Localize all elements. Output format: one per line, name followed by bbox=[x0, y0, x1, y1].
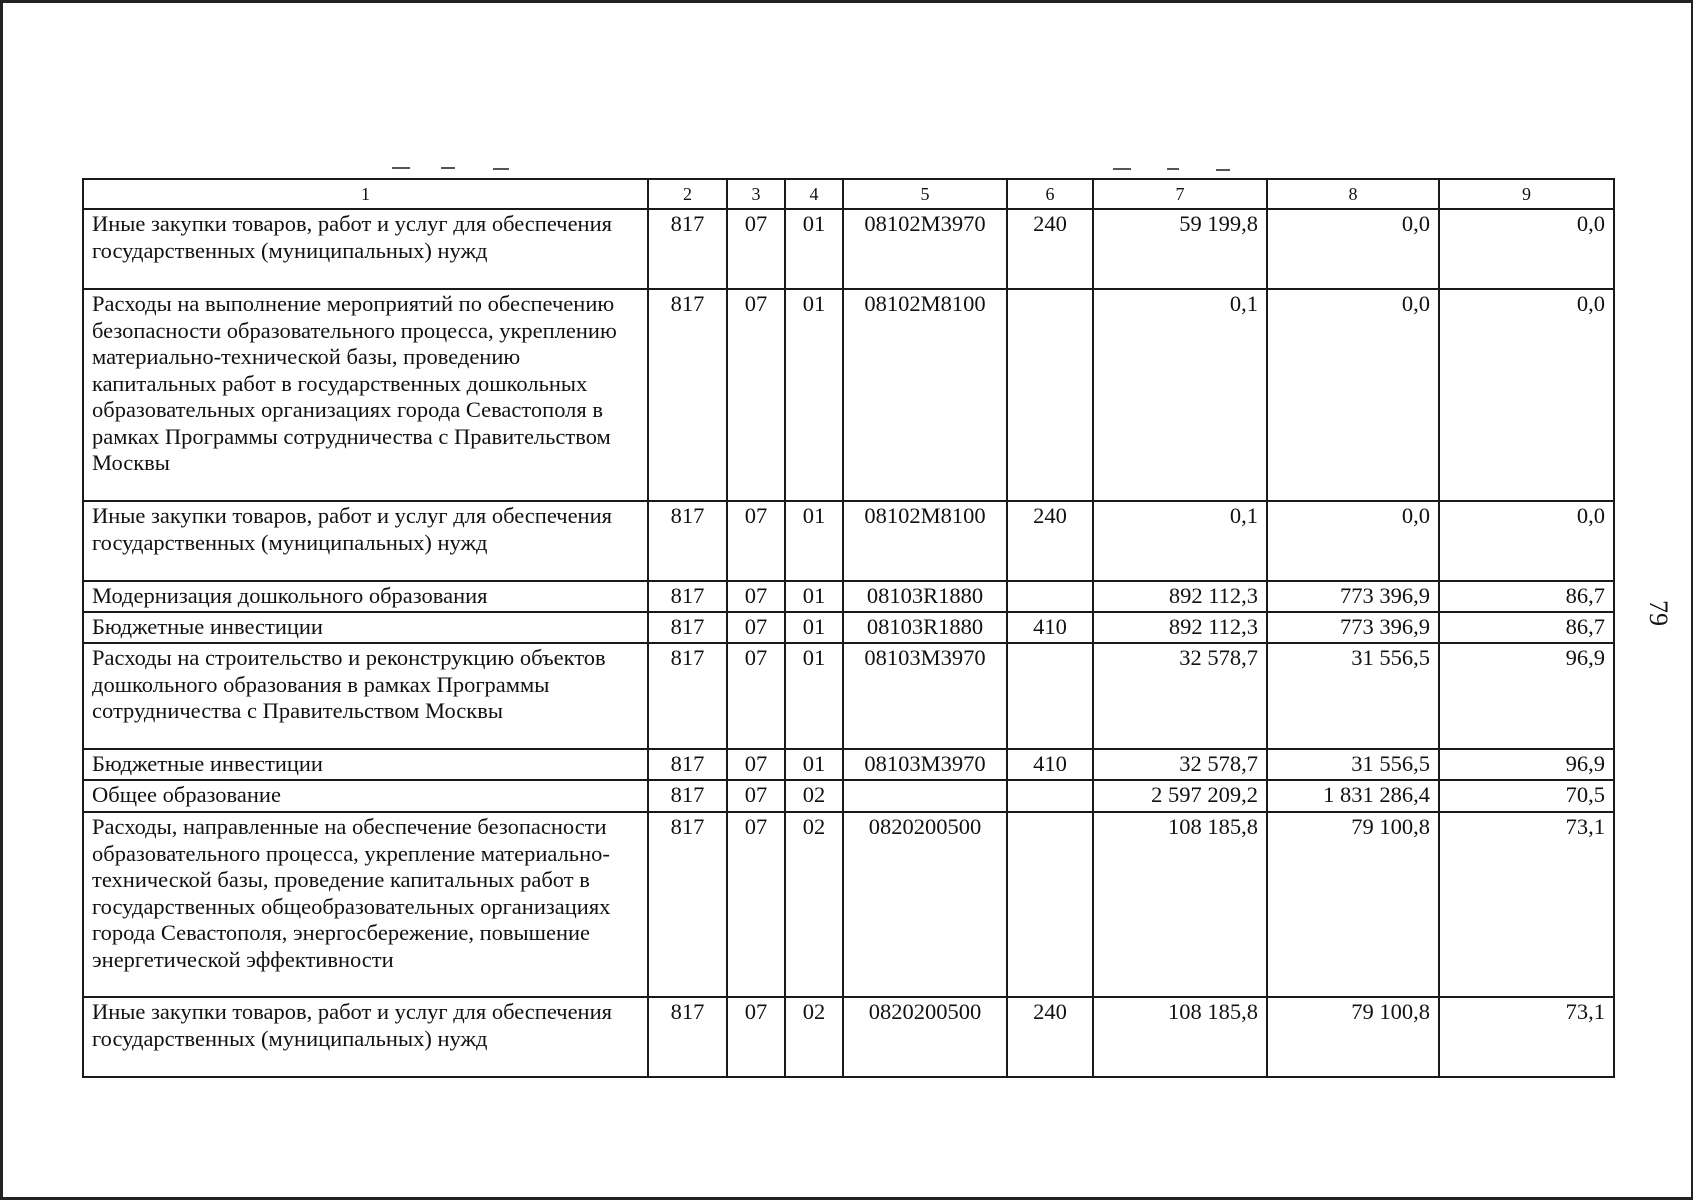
cell-subsection: 02 bbox=[785, 997, 843, 1077]
cell-percent: 73,1 bbox=[1439, 812, 1614, 997]
cell-admin-code: 817 bbox=[648, 812, 727, 997]
cell-percent: 96,9 bbox=[1439, 749, 1614, 780]
cell-percent: 96,9 bbox=[1439, 643, 1614, 749]
cell-expense-type bbox=[1007, 289, 1093, 501]
cell-section: 07 bbox=[727, 749, 785, 780]
cell-subsection: 02 bbox=[785, 780, 843, 812]
table-row bbox=[83, 749, 1614, 780]
scan-speck bbox=[1167, 168, 1179, 170]
row-name: Модернизация дошкольного образования bbox=[83, 581, 648, 612]
row-name: Общее образование bbox=[83, 780, 648, 812]
header-cell: 5 bbox=[843, 179, 1007, 209]
cell-expense-type bbox=[1007, 780, 1093, 812]
cell-plan: 892 112,3 bbox=[1093, 581, 1267, 612]
scan-speck bbox=[1216, 169, 1230, 171]
cell-section: 07 bbox=[727, 812, 785, 997]
cell-actual: 773 396,9 bbox=[1267, 612, 1439, 643]
cell-subsection: 01 bbox=[785, 612, 843, 643]
cell-subsection: 01 bbox=[785, 501, 843, 581]
cell-section: 07 bbox=[727, 612, 785, 643]
header-cell: 2 bbox=[648, 179, 727, 209]
cell-plan: 108 185,8 bbox=[1093, 997, 1267, 1077]
cell-plan: 0,1 bbox=[1093, 289, 1267, 501]
scan-speck bbox=[1113, 168, 1131, 170]
scan-speck bbox=[441, 167, 455, 169]
cell-plan: 0,1 bbox=[1093, 501, 1267, 581]
cell-section: 07 bbox=[727, 501, 785, 581]
cell-target-code: 08103М3970 bbox=[843, 643, 1007, 749]
header-cell: 4 bbox=[785, 179, 843, 209]
cell-percent: 0,0 bbox=[1439, 289, 1614, 501]
cell-section: 07 bbox=[727, 997, 785, 1077]
cell-section: 07 bbox=[727, 289, 785, 501]
cell-actual: 31 556,5 bbox=[1267, 749, 1439, 780]
cell-percent: 73,1 bbox=[1439, 997, 1614, 1077]
table-row bbox=[83, 997, 1614, 1077]
cell-percent: 0,0 bbox=[1439, 209, 1614, 289]
cell-section: 07 bbox=[727, 209, 785, 289]
cell-subsection: 01 bbox=[785, 749, 843, 780]
table-row bbox=[83, 780, 1614, 812]
cell-plan: 32 578,7 bbox=[1093, 643, 1267, 749]
table-row bbox=[83, 812, 1614, 997]
cell-expense-type: 240 bbox=[1007, 997, 1093, 1077]
cell-actual: 773 396,9 bbox=[1267, 581, 1439, 612]
page-number: 79 bbox=[1644, 600, 1673, 626]
table-row bbox=[83, 501, 1614, 581]
cell-target-code: 0820200500 bbox=[843, 997, 1007, 1077]
cell-target-code: 08103R1880 bbox=[843, 612, 1007, 643]
cell-target-code: 08103R1880 bbox=[843, 581, 1007, 612]
row-name: Иные закупки товаров, работ и услуг для обеспечения государственных (муниципальных) нужд bbox=[83, 501, 648, 581]
row-name: Расходы на выполнение мероприятий по обеспечению безопасности образовательного процесса, укреплению материально-технической базы, проведению капитальных работ в государственных дошкольных образовательных организациях города Севастополя в рамках Программы сотрудничества с Правительством Москвы bbox=[83, 289, 648, 501]
cell-plan: 2 597 209,2 bbox=[1093, 780, 1267, 812]
cell-admin-code: 817 bbox=[648, 643, 727, 749]
cell-subsection: 01 bbox=[785, 209, 843, 289]
cell-admin-code: 817 bbox=[648, 997, 727, 1077]
cell-expense-type bbox=[1007, 812, 1093, 997]
cell-expense-type: 410 bbox=[1007, 749, 1093, 780]
row-name: Иные закупки товаров, работ и услуг для обеспечения государственных (муниципальных) нужд bbox=[83, 209, 648, 289]
cell-section: 07 bbox=[727, 780, 785, 812]
cell-plan: 892 112,3 bbox=[1093, 612, 1267, 643]
cell-actual: 1 831 286,4 bbox=[1267, 780, 1439, 812]
scan-speck bbox=[493, 168, 509, 170]
cell-plan: 59 199,8 bbox=[1093, 209, 1267, 289]
table-row bbox=[83, 612, 1614, 643]
cell-target-code: 08103М3970 bbox=[843, 749, 1007, 780]
table-row bbox=[83, 643, 1614, 749]
cell-percent: 70,5 bbox=[1439, 780, 1614, 812]
cell-target-code: 08102М8100 bbox=[843, 289, 1007, 501]
cell-plan: 108 185,8 bbox=[1093, 812, 1267, 997]
cell-section: 07 bbox=[727, 643, 785, 749]
cell-admin-code: 817 bbox=[648, 209, 727, 289]
cell-expense-type bbox=[1007, 581, 1093, 612]
cell-admin-code: 817 bbox=[648, 289, 727, 501]
header-row bbox=[83, 179, 1614, 209]
cell-subsection: 01 bbox=[785, 289, 843, 501]
cell-percent: 86,7 bbox=[1439, 581, 1614, 612]
cell-plan: 32 578,7 bbox=[1093, 749, 1267, 780]
cell-subsection: 02 bbox=[785, 812, 843, 997]
cell-actual: 0,0 bbox=[1267, 501, 1439, 581]
cell-percent: 86,7 bbox=[1439, 612, 1614, 643]
cell-percent: 0,0 bbox=[1439, 501, 1614, 581]
cell-admin-code: 817 bbox=[648, 612, 727, 643]
cell-subsection: 01 bbox=[785, 581, 843, 612]
cell-admin-code: 817 bbox=[648, 501, 727, 581]
header-cell: 7 bbox=[1093, 179, 1267, 209]
row-name: Расходы, направленные на обеспечение безопасности образовательного процесса, укрепление материально-технической базы, проведение капитальных работ в государственных общеобразовательных организациях города Севастополя, энергосбережение, повышение энергетической эффективности bbox=[83, 812, 648, 997]
scan-speck bbox=[392, 167, 410, 169]
cell-target-code: 0820200500 bbox=[843, 812, 1007, 997]
header-cell: 9 bbox=[1439, 179, 1614, 209]
cell-actual: 31 556,5 bbox=[1267, 643, 1439, 749]
cell-expense-type: 410 bbox=[1007, 612, 1093, 643]
cell-admin-code: 817 bbox=[648, 581, 727, 612]
table-row bbox=[83, 209, 1614, 289]
cell-admin-code: 817 bbox=[648, 749, 727, 780]
cell-subsection: 01 bbox=[785, 643, 843, 749]
cell-target-code: 08102М3970 bbox=[843, 209, 1007, 289]
row-name: Бюджетные инвестиции bbox=[83, 612, 648, 643]
cell-actual: 79 100,8 bbox=[1267, 812, 1439, 997]
header-cell: 6 bbox=[1007, 179, 1093, 209]
cell-actual: 79 100,8 bbox=[1267, 997, 1439, 1077]
row-name: Иные закупки товаров, работ и услуг для обеспечения государственных (муниципальных) нужд bbox=[83, 997, 648, 1077]
header-cell: 8 bbox=[1267, 179, 1439, 209]
header-cell: 3 bbox=[727, 179, 785, 209]
cell-actual: 0,0 bbox=[1267, 289, 1439, 501]
table-row bbox=[83, 289, 1614, 501]
table-row bbox=[83, 581, 1614, 612]
cell-actual: 0,0 bbox=[1267, 209, 1439, 289]
cell-target-code bbox=[843, 780, 1007, 812]
row-name: Расходы на строительство и реконструкцию объектов дошкольного образования в рамках Программы сотрудничества с Правительством Москвы bbox=[83, 643, 648, 749]
budget-table bbox=[82, 178, 1615, 1078]
cell-expense-type bbox=[1007, 643, 1093, 749]
row-name: Бюджетные инвестиции bbox=[83, 749, 648, 780]
cell-admin-code: 817 bbox=[648, 780, 727, 812]
cell-target-code: 08102М8100 bbox=[843, 501, 1007, 581]
cell-section: 07 bbox=[727, 581, 785, 612]
cell-expense-type: 240 bbox=[1007, 501, 1093, 581]
cell-expense-type: 240 bbox=[1007, 209, 1093, 289]
header-cell: 1 bbox=[83, 179, 648, 209]
